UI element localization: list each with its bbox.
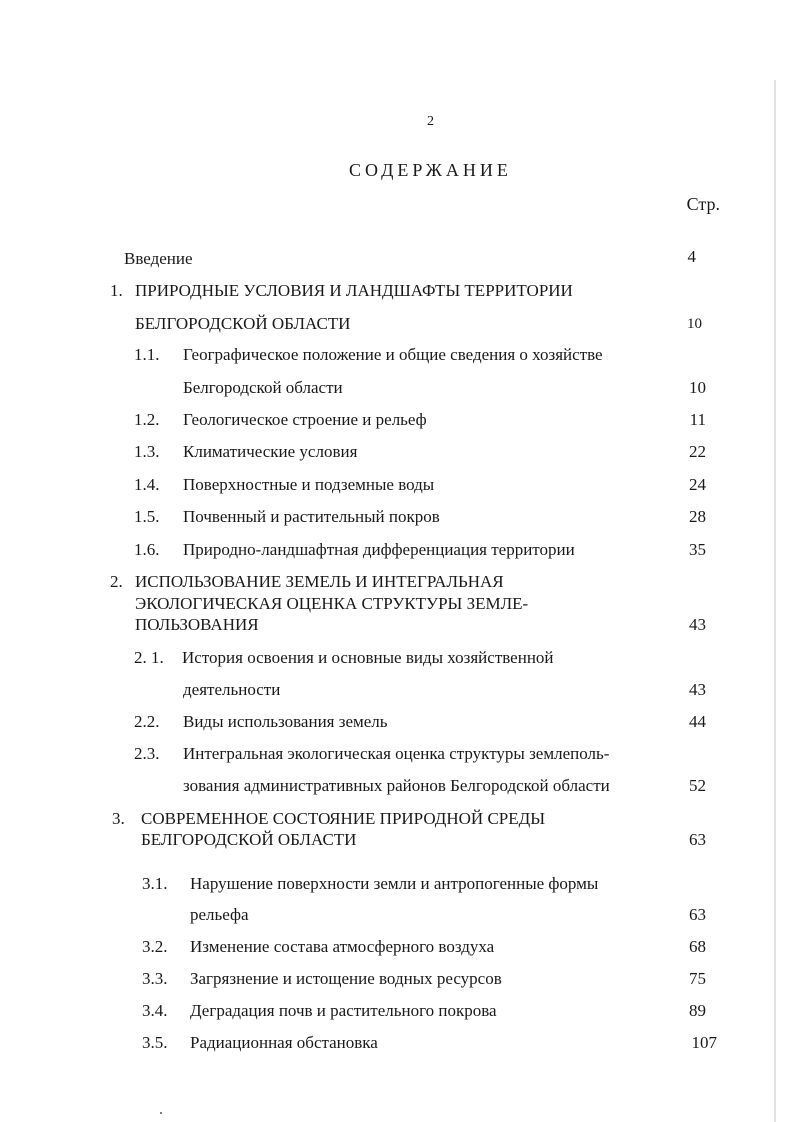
toc-num-3-2: 3.2. [142,937,168,956]
toc-num-3: 3. [112,809,125,828]
toc-entry-3-line1: СОВРЕМЕННОЕ СОСТОЯНИЕ ПРИРОДНОЙ СРЕДЫ [141,809,546,828]
toc-entry-2-line3: ПОЛЬЗОВАНИЯ [135,615,259,634]
toc-page-2: 43 [689,615,706,634]
toc-entry-1-1-line2: Белгородской области [183,378,343,397]
toc-page-1-6: 35 [689,540,706,559]
toc-page-3-1: 63 [689,905,706,924]
toc-entry-3-5: Радиационная обстановка [190,1033,378,1052]
toc-entry-3-1-line1: Нарушение поверхности земли и антропогенные формы [190,874,599,893]
toc-page-2-3: 52 [689,776,706,795]
toc-entry-1-6: Природно-ландшафтная дифференциация территории [183,540,575,559]
toc-page-3: 63 [689,830,706,849]
toc-entry-intro: Введение [124,249,193,268]
toc-page-3-5: 107 [691,1033,717,1052]
toc-entry-2-3-line1: Интегральная экологическая оценка структуры землеполь- [183,744,610,763]
toc-entry-2-line2: ЭКОЛОГИЧЕСКАЯ ОЦЕНКА СТРУКТУРЫ ЗЕМЛЕ- [135,594,529,613]
toc-num-3-1: 3.1. [142,874,168,893]
toc-page-1: 10 [687,316,702,332]
toc-entry-3-3: Загрязнение и истощение водных ресурсов [190,969,502,988]
toc-page-3-2: 68 [689,937,706,956]
toc-entry-3-1-line2: рельефа [190,905,249,924]
toc-num-1-5: 1.5. [134,507,160,526]
toc-page-2-1: 43 [689,680,706,699]
toc-page-3-4: 89 [689,1001,706,1020]
toc-entry-1-3: Климатические условия [183,442,358,461]
toc-entry-1-line1: ПРИРОДНЫЕ УСЛОВИЯ И ЛАНДШАФТЫ ТЕРРИТОРИИ [135,281,573,300]
toc-num-1-3: 1.3. [134,442,160,461]
toc-page-intro: 4 [687,247,696,266]
toc-entry-1-line2: БЕЛГОРОДСКОЙ ОБЛАСТИ [135,314,351,333]
toc-page-1-5: 28 [689,507,706,526]
toc-entry-2-3-line2: зования административных районов Белгородской области [183,776,610,795]
toc-entry-2-line1: ИСПОЛЬЗОВАНИЕ ЗЕМЕЛЬ И ИНТЕГРАЛЬНАЯ [135,572,504,591]
toc-num-3-3: 3.3. [142,969,168,988]
toc-page-1-2: 11 [689,410,706,429]
toc-num-1-6: 1.6. [134,540,160,559]
toc-num-1: 1. [110,281,123,300]
toc-num-1-1: 1.1. [134,345,160,364]
page-column-label: Стр. [686,194,720,214]
toc-entry-3-4: Деградация почв и растительного покрова [190,1001,497,1020]
toc-entry-1-5: Почвенный и растительный покров [183,507,440,526]
toc-entry-2-1-line2: деятельности [183,680,281,699]
toc-entry-1-1-line1: Географическое положение и общие сведения о хозяйстве [183,345,603,364]
page-number: 2 [427,114,434,129]
toc-num-3-5: 3.5. [142,1033,168,1052]
toc-num-2-1: 2. 1. [134,648,164,667]
toc-num-2-2: 2.2. [134,712,160,731]
toc-page-3-3: 75 [689,969,706,988]
toc-num-1-2: 1.2. [134,410,160,429]
toc-num-2-3: 2.3. [134,744,160,763]
toc-page-1-3: 22 [689,442,706,461]
toc-entry-1-2: Геологическое строение и рельеф [183,410,427,429]
toc-entry-2-1-line1: История освоения и основные виды хозяйственной [182,648,554,667]
toc-page-2-2: 44 [689,712,706,731]
page-edge-shadow [774,80,776,1122]
scan-speck [160,1112,162,1114]
toc-page-1-4: 24 [689,475,706,494]
toc-entry-3-2: Изменение состава атмосферного воздуха [190,937,495,956]
toc-num-3-4: 3.4. [142,1001,168,1020]
toc-entry-1-4: Поверхностные и подземные воды [183,475,435,494]
toc-num-1-4: 1.4. [134,475,160,494]
toc-page-1-1: 10 [689,378,706,397]
page-title: СОДЕРЖАНИЕ [349,160,512,180]
toc-num-2: 2. [110,572,123,591]
toc-entry-3-line2: БЕЛГОРОДСКОЙ ОБЛАСТИ [141,830,357,849]
toc-entry-2-2: Виды использования земель [183,712,388,731]
